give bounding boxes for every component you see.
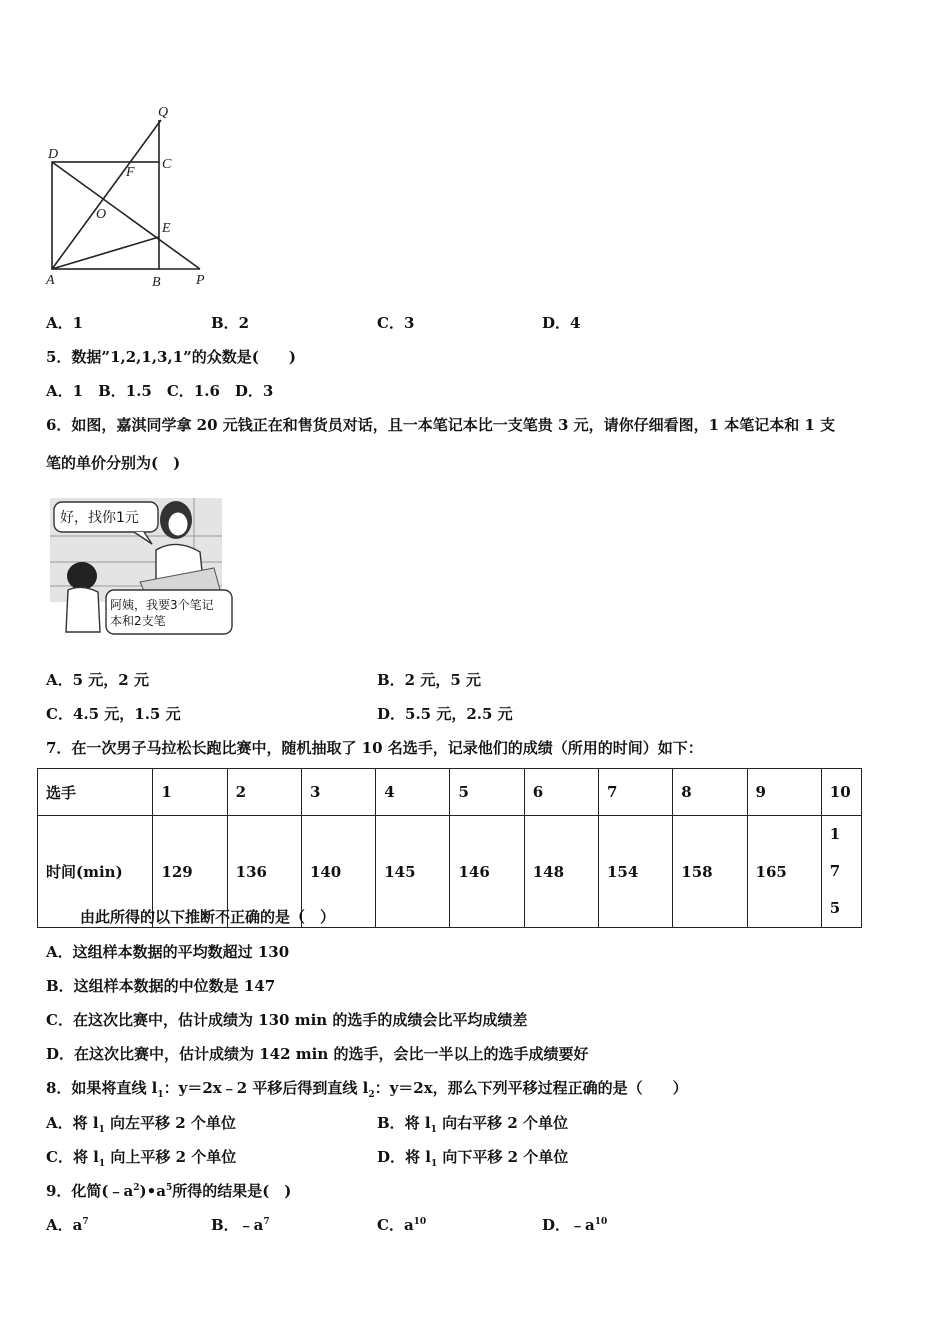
table-cell	[821, 816, 861, 928]
q8-option-b: B．将 $l_1$ 向右平移 2 个单位	[377, 1114, 568, 1135]
table-cell: 9	[747, 769, 821, 816]
label-e: E	[162, 221, 171, 236]
table-row-players	[38, 769, 862, 816]
q8-option-c: C．将 $l_1$ 向上平移 2 个单位	[46, 1148, 237, 1169]
table-cell: 136	[227, 816, 301, 928]
table-cell: 5	[450, 769, 524, 816]
table-cell: 10	[821, 769, 861, 816]
table-cell: 154	[599, 816, 673, 928]
q8-option-a: A．将 $l_1$ 向左平移 2 个单位	[46, 1114, 236, 1135]
table-cell: 129	[153, 816, 227, 928]
q7-option-b: B．这组样本数据的中位数是 147	[46, 977, 276, 995]
label-b: B	[152, 275, 161, 290]
q7-stem: 7．在一次男子马拉松长跑比赛中，随机抽取了 10 名选手，记录他们的成绩（所用的时间）如下：	[46, 739, 703, 757]
q7-option-c: C．在这次比赛中，估计成绩为 130 min 的选手的成绩会比平均成绩差	[46, 1011, 528, 1029]
q9-option-c: C．$a^{10}$	[377, 1216, 427, 1234]
q6-option-a: A．5 元，2 元	[46, 671, 149, 689]
wrapped-time-value: 175	[829, 825, 841, 917]
label-a: A	[46, 273, 55, 288]
shop-dialogue-illustration	[44, 490, 240, 642]
q9-option-b: B．$﹣a^7$	[211, 1216, 270, 1234]
q7-option-d: D．在这次比赛中，估计成绩为 142 min 的选手，会比一半以上的选手成绩要好	[46, 1045, 589, 1063]
bubble-child-text-line2: 本和2支笔	[110, 614, 166, 628]
bubble-assistant-text: 好，找你1元	[60, 510, 139, 526]
line-ae	[52, 237, 159, 269]
q9-stem: 9．化简$(﹣a^2)•a^5$所得的结果是( )	[46, 1182, 292, 1200]
q4-option-a: A．1	[46, 314, 84, 332]
q8-stem: 8．如果将直线 $l_1$：y＝2x﹣2 平移后得到直线 $l_2$：y＝2x，那么下列平移过程正确的是（ ）	[46, 1079, 688, 1100]
table-cell: 8	[673, 769, 747, 816]
table-cell: 165	[747, 816, 821, 928]
table-cell: 1	[153, 769, 227, 816]
q6-stem-line1: 6．如图，嘉淇同学拿 20 元钱正在和售货员对话，且一本笔记本比一支笔贵 3 元，请你仔细看图，1 本笔记本和 1 支	[46, 416, 836, 434]
label-o: O	[96, 207, 107, 222]
table-cell: 140	[301, 816, 375, 928]
label-p: P	[196, 273, 205, 288]
q7-question: 由此所得的以下推断不正确的是（ ）	[80, 908, 336, 926]
table-cell: 3	[301, 769, 375, 816]
q6-option-b: B．2 元，5 元	[377, 671, 481, 689]
q6-option-d: D．5.5 元，2.5 元	[377, 705, 513, 723]
table-cell: 146	[450, 816, 524, 928]
q9-option-a: A．$a^7$	[46, 1216, 89, 1234]
label-f: F	[126, 165, 135, 180]
marathon-times-table	[37, 768, 862, 928]
bubble-child-text-line1: 阿姨，我要3个笔记	[110, 598, 214, 612]
label-q: Q	[158, 105, 169, 120]
table-cell: 7	[599, 769, 673, 816]
q4-option-b: B．2	[211, 314, 250, 332]
table-cell: 145	[376, 816, 450, 928]
q5-stem: 5．数据”1,2,1,3,1”的众数是( )	[46, 348, 296, 366]
table-cell: 158	[673, 816, 747, 928]
table-cell: 2	[227, 769, 301, 816]
line-aq	[52, 120, 161, 269]
q5-options: A．1 B．1.5 C．1.6 D．3	[46, 382, 274, 400]
table-cell: 4	[376, 769, 450, 816]
q9-option-d: D．$﹣a^{10}$	[542, 1216, 608, 1234]
q6-stem-line2: 笔的单价分别为( )	[46, 454, 181, 472]
q4-option-c: C．3	[377, 314, 415, 332]
q4-option-d: D．4	[542, 314, 581, 332]
q6-option-c: C．4.5 元，1.5 元	[46, 705, 181, 723]
label-c: C	[162, 157, 172, 172]
table-cell: 148	[524, 816, 598, 928]
table-header-time: 时间(min)	[38, 816, 153, 928]
label-d: D	[48, 147, 59, 162]
q8-option-d: D．将 $l_1$ 向下平移 2 个单位	[377, 1148, 569, 1169]
q7-option-a: A．这组样本数据的平均数超过 130	[46, 943, 290, 961]
square-geometry-figure	[40, 100, 220, 295]
table-cell: 6	[524, 769, 598, 816]
table-header-player: 选手	[38, 769, 153, 816]
